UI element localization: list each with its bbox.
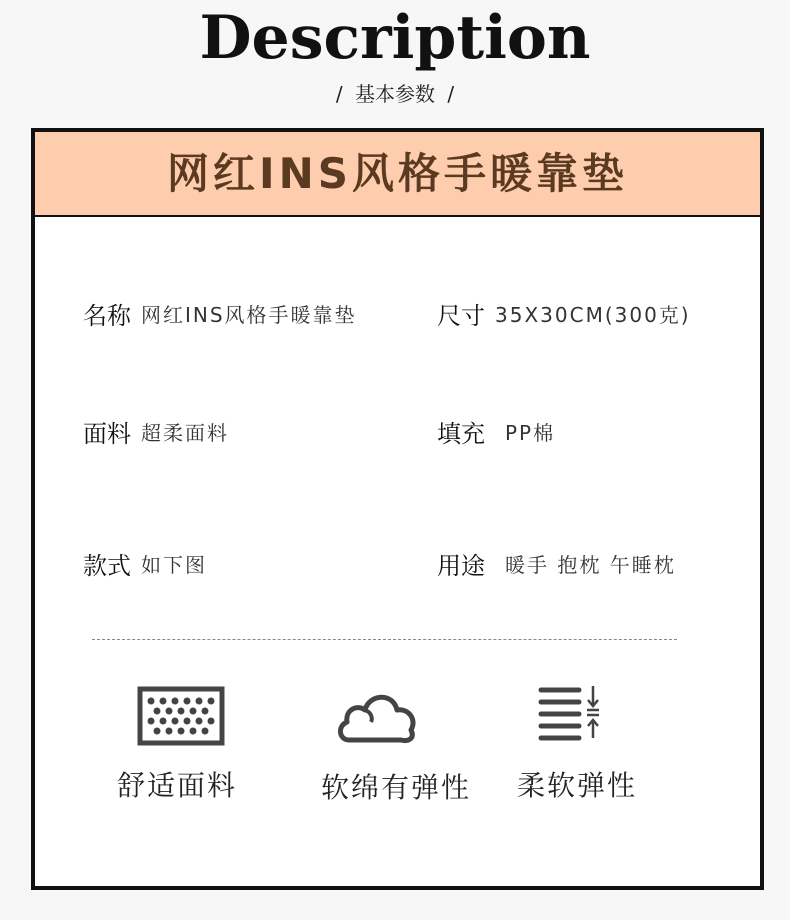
spec-fabric-key: 面料 [83, 420, 131, 448]
spec-filling-key: 填充 [437, 420, 485, 448]
spec-size-value: 35X30CM(300克) [495, 303, 691, 327]
feature-soft-label: 软绵有弹性 [321, 771, 472, 804]
banner-title: 网红INS风格手暖靠垫 [166, 149, 629, 198]
feature-fabric-label: 舒适面料 [117, 769, 238, 802]
spec-style [83, 546, 207, 581]
spec-filling [437, 414, 555, 449]
fabric-grid-icon [137, 686, 225, 750]
spec-card [31, 128, 764, 890]
spec-fabric [83, 414, 229, 449]
spec-usage-key: 用途 [437, 552, 485, 580]
spec-name-key: 名称 [83, 302, 131, 330]
spec-style-value: 如下图 [141, 553, 207, 577]
page-subtitle: / 基本参数 / [335, 82, 455, 106]
spec-name [83, 296, 357, 331]
feature-elastic-label: 柔软弹性 [517, 769, 638, 802]
product-banner [35, 132, 760, 217]
feature-soft [315, 682, 515, 812]
spec-size [437, 296, 691, 331]
feature-elastic [515, 682, 665, 812]
feature-fabric [105, 682, 255, 812]
spec-name-value: 网红INS风格手暖靠垫 [141, 303, 357, 327]
page-title: Description [199, 3, 591, 73]
spec-usage-value: 暖手 抱枕 午睡枕 [505, 553, 676, 577]
spec-style-key: 款式 [83, 552, 131, 580]
spec-size-key: 尺寸 [437, 302, 485, 330]
dashed-divider [92, 639, 677, 640]
spec-fabric-value: 超柔面料 [141, 421, 229, 445]
spec-usage [437, 546, 676, 581]
spec-filling-value: PP棉 [505, 421, 556, 445]
elastic-lines-icon [537, 682, 603, 748]
cloud-icon [335, 686, 419, 750]
